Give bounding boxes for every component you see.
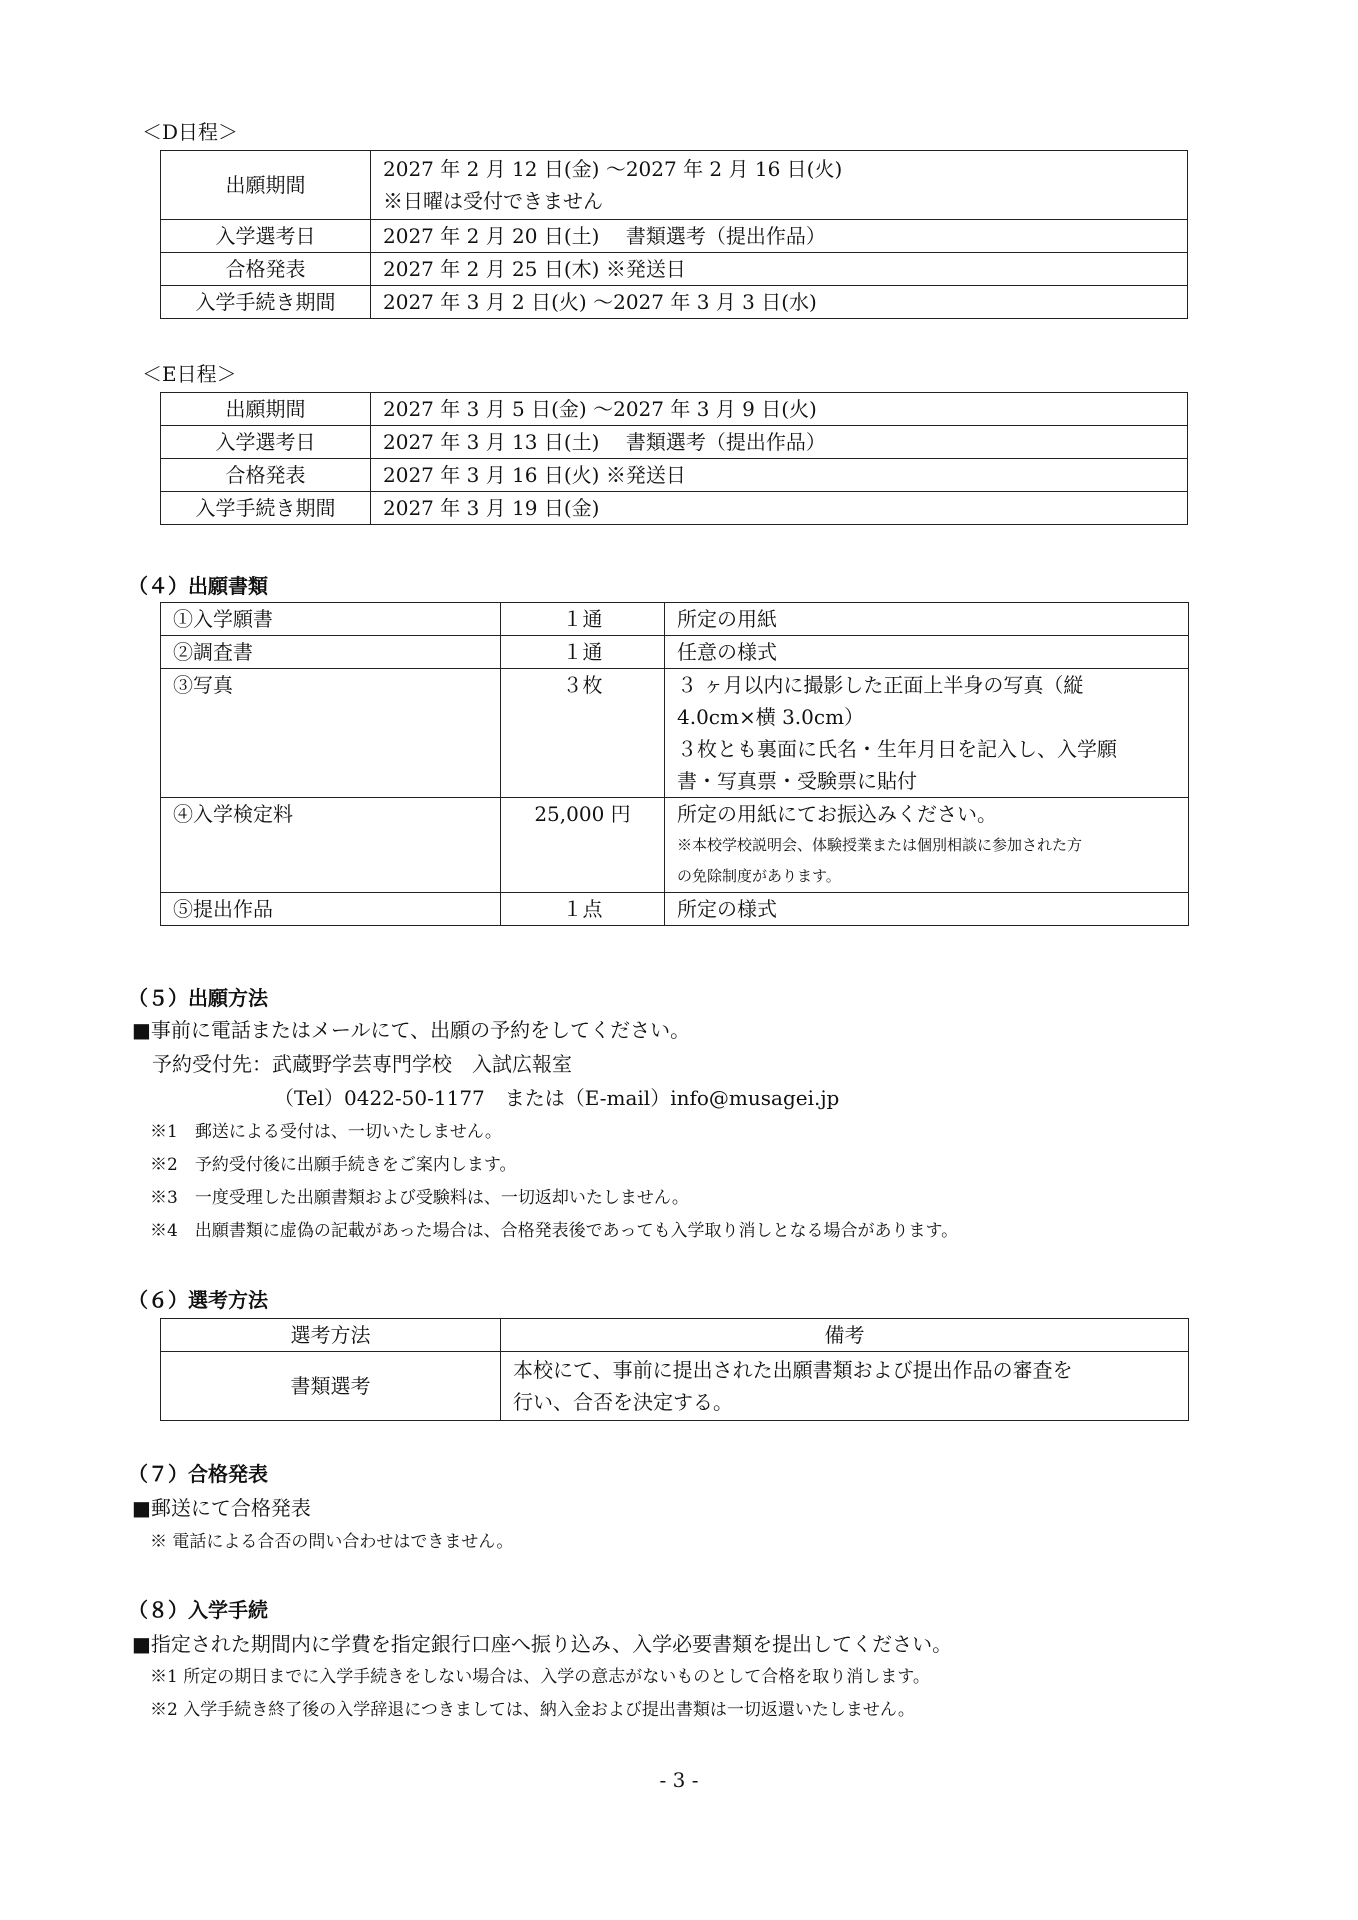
doc-item: ④入学検定料 <box>161 798 501 893</box>
page-number: - 3 - <box>659 1768 699 1792</box>
note-line: ※4 出願書類に虚偽の記載があった場合は、合格発表後であっても入学取り消しとなる場合があります。 <box>150 1221 959 1241</box>
section-heading: （５）出願方法 <box>128 986 268 1010</box>
desc-line: 4.0cm×横 3.0cm） <box>677 705 865 729</box>
table-row <box>161 636 1189 669</box>
section-main-text: ■郵送にて合格発表 <box>132 1496 311 1520</box>
remark-line: 行い、合否を決定する。 <box>513 1390 733 1414</box>
section-main-text: ■指定された期間内に学費を指定銀行口座へ振り込み、入学必要書類を提出してください。 <box>132 1632 953 1656</box>
note-line: ※3 一度受理した出願書類および受験料は、一切返却いたしません。 <box>150 1188 689 1208</box>
doc-qty: １通 <box>501 636 665 669</box>
contact-line: （Tel）0422-50-1177 または（E-mail）info@musagei.jp <box>274 1086 840 1110</box>
doc-qty: ３枚 <box>501 669 665 798</box>
note-line: ※2 予約受付後に出願手続きをご案内します。 <box>150 1155 517 1175</box>
selection-method-table <box>160 1318 1189 1421</box>
table-row <box>161 151 1188 220</box>
table-row <box>161 1352 1189 1421</box>
row-value: 2027 年 3 月 5 日(金) 〜2027 年 3 月 9 日(火) <box>371 393 1188 426</box>
remark-cell <box>501 1352 1189 1421</box>
table-row <box>161 426 1188 459</box>
doc-item: ②調査書 <box>161 636 501 669</box>
doc-qty: １通 <box>501 603 665 636</box>
column-header: 備考 <box>501 1319 1189 1352</box>
section-heading: （７）合格発表 <box>128 1462 268 1486</box>
row-value-note: ※日曜は受付できません <box>383 189 603 213</box>
row-value: 2027 年 3 月 19 日(金) <box>371 492 1188 525</box>
schedule-e-label: ＜E日程＞ <box>142 362 237 386</box>
table-row <box>161 603 1189 636</box>
doc-desc: 任意の様式 <box>665 636 1189 669</box>
row-value: 2027 年 3 月 13 日(土) 書類選考（提出作品） <box>371 426 1188 459</box>
application-documents-table <box>160 602 1189 926</box>
desc-line: 所定の用紙にてお振込みください。 <box>677 802 997 826</box>
section-heading: （６）選考方法 <box>128 1288 268 1312</box>
row-value: 2027 年 3 月 16 日(火) ※発送日 <box>371 459 1188 492</box>
schedule-e-table <box>160 392 1188 525</box>
row-value-line: 2027 年 2 月 12 日(金) 〜2027 年 2 月 16 日(火) <box>383 157 843 181</box>
method-cell: 書類選考 <box>161 1352 501 1421</box>
schedule-d-label: ＜D日程＞ <box>142 120 239 144</box>
note-line: ※ 電話による合否の問い合わせはできません。 <box>150 1532 514 1552</box>
row-label: 入学手続き期間 <box>161 492 371 525</box>
row-value: 2027 年 2 月 25 日(木) ※発送日 <box>371 253 1188 286</box>
note-line: ※1 所定の期日までに入学手続きをしない場合は、入学の意志がないものとして合格を取り消します。 <box>150 1667 930 1687</box>
doc-item: ①入学願書 <box>161 603 501 636</box>
doc-desc <box>665 669 1189 798</box>
table-row <box>161 893 1189 926</box>
row-label: 合格発表 <box>161 253 371 286</box>
row-value: 2027 年 2 月 20 日(土) 書類選考（提出作品） <box>371 220 1188 253</box>
section-main-text: ■事前に電話またはメールにて、出願の予約をしてください。 <box>132 1018 691 1042</box>
contact-line: 予約受付先：武蔵野学芸専門学校 入試広報室 <box>152 1052 572 1076</box>
table-row <box>161 253 1188 286</box>
column-header: 選考方法 <box>161 1319 501 1352</box>
doc-item: ⑤提出作品 <box>161 893 501 926</box>
doc-desc: 所定の用紙 <box>665 603 1189 636</box>
row-value <box>371 151 1188 220</box>
desc-line: ３枚とも裏面に氏名・生年月日を記入し、入学願 <box>677 737 1117 761</box>
section-heading: （４）出願書類 <box>128 574 268 598</box>
doc-qty: １点 <box>501 893 665 926</box>
schedule-d-table <box>160 150 1188 319</box>
doc-desc: 所定の様式 <box>665 893 1189 926</box>
desc-line: 書・写真票・受験票に貼付 <box>677 769 917 793</box>
doc-item: ③写真 <box>161 669 501 798</box>
row-label: 出願期間 <box>161 393 371 426</box>
table-row <box>161 393 1188 426</box>
remark-line: 本校にて、事前に提出された出願書類および提出作品の審査を <box>513 1358 1073 1382</box>
table-row <box>161 459 1188 492</box>
table-row <box>161 286 1188 319</box>
table-row <box>161 220 1188 253</box>
doc-desc <box>665 798 1189 893</box>
desc-small-line: ※本校学校説明会、体験授業または個別相談に参加された方 <box>677 836 1083 854</box>
row-label: 入学選考日 <box>161 220 371 253</box>
desc-line: ３ ヶ月以内に撮影した正面上半身の写真（縦 <box>677 673 1084 697</box>
row-label: 入学手続き期間 <box>161 286 371 319</box>
row-label: 合格発表 <box>161 459 371 492</box>
table-row <box>161 1319 1189 1352</box>
table-row <box>161 669 1189 798</box>
section-heading: （８）入学手続 <box>128 1598 268 1622</box>
table-row <box>161 798 1189 893</box>
row-label: 出願期間 <box>161 151 371 220</box>
note-line: ※2 入学手続き終了後の入学辞退につきましては、納入金および提出書類は一切返還いたしません。 <box>150 1700 915 1720</box>
doc-qty: 25,000 円 <box>501 798 665 893</box>
row-value: 2027 年 3 月 2 日(火) 〜2027 年 3 月 3 日(水) <box>371 286 1188 319</box>
row-label: 入学選考日 <box>161 426 371 459</box>
table-row <box>161 492 1188 525</box>
note-line: ※1 郵送による受付は、一切いたしません。 <box>150 1122 502 1142</box>
desc-small-line: の免除制度があります。 <box>677 867 841 885</box>
